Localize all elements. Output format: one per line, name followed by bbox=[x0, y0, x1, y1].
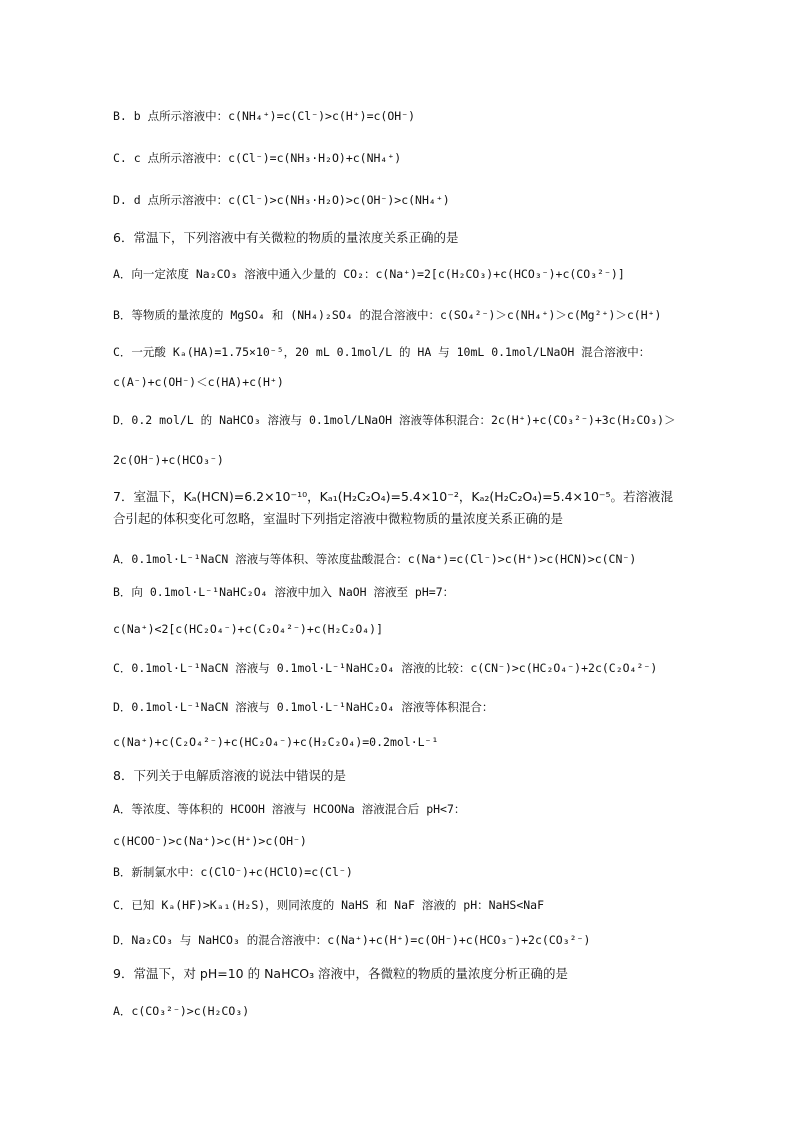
option-c: C. c 点所示溶液中：c(Cl⁻)=c(NH₃·H₂O)+c(NH₄⁺) bbox=[113, 151, 402, 165]
q7-option-a: A．0.1mol·L⁻¹NaCN 溶液与等体积、等浓度盐酸混合：c(Na⁺)=c(Cl⁻)>c(H⁺)>c(HCN)>c(CN⁻) bbox=[113, 552, 637, 566]
q6-option-d: D．0.2 mol/L 的 NaHCO₃ 溶液与 0.1mol/LNaOH 溶液等体积混合：2c(H⁺)+c(CO₃²⁻)+3c(H₂CO₃)＞ bbox=[113, 413, 676, 427]
q8-option-a-cont: c(HCOO⁻)>c(Na⁺)>c(H⁺)>c(OH⁻) bbox=[113, 834, 307, 848]
q8-option-a: A．等浓度、等体积的 HCOOH 溶液与 HCOONa 溶液混合后 pH<7： bbox=[113, 802, 466, 816]
option-d: D. d 点所示溶液中：c(Cl⁻)>c(NH₃·H₂O)>c(OH⁻)>c(NH₄⁺) bbox=[113, 193, 450, 207]
q8-option-b: B．新制氯水中：c(ClO⁻)+c(HClO)=c(Cl⁻) bbox=[113, 865, 353, 879]
q6-option-a: A．向一定浓度 Na₂CO₃ 溶液中通入少量的 CO₂：c(Na⁺)=2[c(H₂CO₃)+c(HCO₃⁻)+c(CO₃²⁻)] bbox=[113, 267, 625, 281]
q7-option-b: B．向 0.1mol·L⁻¹NaHC₂O₄ 溶液中加入 NaOH 溶液至 pH=7： bbox=[113, 585, 455, 599]
q9-option-a: A．c(CO₃²⁻)>c(H₂CO₃) bbox=[113, 1004, 250, 1018]
q7-option-d-cont: c(Na⁺)+c(C₂O₄²⁻)+c(HC₂O₄⁻)+c(H₂C₂O₄)=0.2mol·L⁻¹ bbox=[113, 735, 439, 749]
option-b: B. b 点所示溶液中：c(NH₄⁺)=c(Cl⁻)>c(H⁺)=c(OH⁻) bbox=[113, 109, 416, 123]
q7-option-b-cont: c(Na⁺)<2[c(HC₂O₄⁻)+c(C₂O₄²⁻)+c(H₂C₂O₄)] bbox=[113, 622, 384, 636]
question-9: 9．常温下，对 pH=10 的 NaHCO₃ 溶液中，各微粒的物质的量浓度分析正确的是 bbox=[113, 966, 569, 981]
question-7: 7．室温下，Kₐ(HCN)=6.2×10⁻¹⁰，Kₐ₁(H₂C₂O₄)=5.4×10⁻²，Kₐ₂(H₂C₂O₄)=5.4×10⁻⁵。若溶液混合引起的体积变化可忽略，室温时下列指定溶液中微粒物质的量浓度关系正确的是 bbox=[113, 489, 674, 526]
q8-option-d: D．Na₂CO₃ 与 NaHCO₃ 的混合溶液中：c(Na⁺)+c(H⁺)=c(OH⁻)+c(HCO₃⁻)+2c(CO₃²⁻) bbox=[113, 933, 591, 947]
q7-option-c: C．0.1mol·L⁻¹NaCN 溶液与 0.1mol·L⁻¹NaHC₂O₄ 溶液的比较：c(CN⁻)>c(HC₂O₄⁻)+2c(C₂O₄²⁻) bbox=[113, 661, 658, 675]
question-6: 6．常温下，下列溶液中有关微粒的物质的量浓度关系正确的是 bbox=[113, 230, 459, 245]
question-8: 8．下列关于电解质溶液的说法中错误的是 bbox=[113, 768, 346, 783]
q6-option-c-cont: c(A⁻)+c(OH⁻)＜c(HA)+c(H⁺) bbox=[113, 375, 284, 389]
q6-option-d-cont: 2c(OH⁻)+c(HCO₃⁻) bbox=[113, 453, 224, 467]
q7-option-d: D．0.1mol·L⁻¹NaCN 溶液与 0.1mol·L⁻¹NaHC₂O₄ 溶液等体积混合： bbox=[113, 700, 494, 714]
q6-option-c: C．一元酸 Kₐ(HA)=1.75×10⁻⁵，20 mL 0.1mol/L 的 HA 与 10mL 0.1mol/LNaOH 混合溶液中： bbox=[113, 345, 651, 359]
q6-option-b: B．等物质的量浓度的 MgSO₄ 和 (NH₄)₂SO₄ 的混合溶液中：c(SO₄²⁻)＞c(NH₄⁺)＞c(Mg²⁺)＞c(H⁺) bbox=[113, 308, 662, 322]
q8-option-c: C．已知 Kₐ(HF)>Kₐ₁(H₂S)，则同浓度的 NaHS 和 NaF 溶液的 pH：NaHS<NaF bbox=[113, 898, 545, 912]
